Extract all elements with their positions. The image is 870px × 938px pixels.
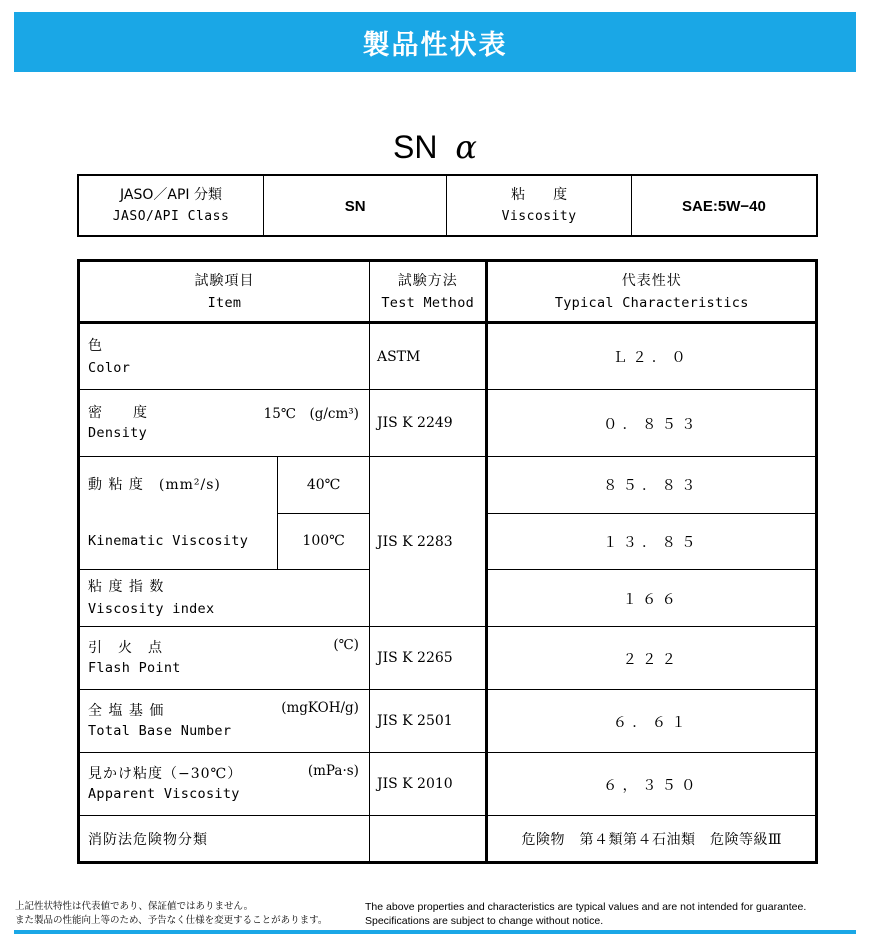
value-cell: ８５．８３	[487, 457, 817, 514]
item-jp: 粘 度 指 数	[88, 579, 165, 595]
product-grade-symbol: α	[455, 128, 478, 166]
header-method-en: Test Method	[381, 294, 475, 311]
viscosity-label-en: Viscosity	[501, 208, 577, 224]
method-cell: JIS K 2249	[369, 390, 487, 457]
value-cell: ６，３５０	[487, 753, 817, 816]
item-line	[88, 700, 369, 720]
viscosity-label-cell	[447, 175, 632, 236]
item-kinematic	[79, 457, 278, 570]
method-cell: JIS K 2265	[369, 627, 487, 690]
item-en: Color	[88, 359, 131, 376]
header-method-jp: 試験方法	[397, 272, 458, 289]
table-row	[79, 690, 817, 753]
table-row	[79, 753, 817, 816]
header-typical	[487, 261, 817, 323]
item-unit: (mPa·s)	[307, 763, 359, 779]
value-cell: ２２２	[487, 627, 817, 690]
item-jp: 見かけ粘度（−30℃）	[88, 766, 243, 782]
title-banner	[14, 12, 856, 72]
footer-disclaimer-jp	[15, 900, 365, 928]
value-cell: 危険物 第４類第４石油類 危険等級Ⅲ	[487, 816, 817, 863]
item-jp: 密 度	[88, 405, 148, 421]
table-row	[79, 390, 817, 457]
item-line	[88, 402, 369, 422]
header-typical-jp: 代表性状	[621, 272, 682, 289]
classification-row	[78, 175, 817, 236]
item-en: Apparent Viscosity	[88, 786, 240, 802]
table-row	[79, 816, 817, 863]
classification-table	[77, 174, 818, 237]
item-en: Kinematic Viscosity	[88, 533, 249, 549]
footer-en-line: The above properties and characteristics are typical values and are not intended for guarantee.	[365, 901, 807, 913]
class-label-en: JASO/API Class	[112, 208, 230, 224]
item-line	[88, 637, 369, 657]
product-name	[0, 128, 870, 166]
item-en: Density	[88, 425, 147, 441]
item-en: Flash Point	[88, 660, 181, 676]
item-color	[79, 323, 370, 390]
temp-100: 100℃	[278, 513, 370, 570]
item-hazard	[79, 816, 370, 863]
item-line	[88, 763, 369, 783]
item-jp: 色	[88, 337, 103, 354]
viscosity-label-jp: 粘 度	[511, 186, 568, 203]
footer-disclaimer-en	[365, 900, 860, 928]
value-cell: ０．８５３	[487, 390, 817, 457]
method-cell	[369, 816, 487, 863]
table-row	[79, 323, 817, 390]
item-tbn	[79, 690, 370, 753]
footer-jp-line: また製品の性能向上等のため、予告なく仕様を変更することがあります。	[15, 915, 328, 926]
item-jp: 動 粘 度 (mm²/s)	[88, 477, 221, 493]
header-method	[369, 261, 487, 323]
properties-table	[77, 259, 818, 864]
item-jp: 引 火 点	[88, 640, 163, 656]
value-cell: １３．８５	[487, 513, 817, 570]
header-item-en: Item	[207, 294, 242, 311]
class-value-cell	[264, 175, 447, 236]
item-en: Viscosity index	[88, 601, 215, 617]
item-vindex	[79, 570, 370, 627]
value-cell: Ｌ２．０	[487, 323, 817, 390]
method-cell: JIS K 2010	[369, 753, 487, 816]
item-apparent	[79, 753, 370, 816]
footer-en-line: Specifications are subject to change without notice.	[365, 915, 604, 927]
header-row	[79, 261, 817, 323]
viscosity-value-cell	[631, 175, 817, 236]
table-row	[79, 457, 817, 514]
class-label-cell	[78, 175, 264, 236]
table-row	[79, 627, 817, 690]
footer-jp-line: 上記性状特性は代表値であり、保証値ではありません。	[15, 901, 254, 912]
item-en: Total Base Number	[88, 723, 232, 739]
method-cell: JIS K 2501	[369, 690, 487, 753]
class-label-jp: JASO／API 分類	[120, 186, 222, 203]
method-cell: JIS K 2283	[369, 457, 487, 627]
bottom-divider	[14, 930, 856, 934]
item-unit: (mgKOH/g)	[281, 700, 359, 716]
header-item	[79, 261, 370, 323]
value-cell: １６６	[487, 570, 817, 627]
header-typical-en: Typical Characteristics	[554, 294, 749, 311]
method-cell: ASTM	[369, 323, 487, 390]
page-title: 製品性状表	[362, 29, 508, 61]
item-unit: 15℃ (g/cm³)	[263, 406, 359, 422]
item-density	[79, 390, 370, 457]
item-flash	[79, 627, 370, 690]
item-jp: 消防法危険物分類	[88, 831, 208, 848]
value-cell: ６．６１	[487, 690, 817, 753]
item-unit: (℃)	[333, 637, 359, 653]
temp-40: 40℃	[278, 457, 370, 514]
viscosity-grade: SAE:5W−40	[682, 198, 766, 215]
product-code: SN	[392, 129, 438, 165]
class-value: SN	[344, 198, 366, 215]
item-jp: 全 塩 基 価	[88, 703, 165, 719]
header-item-jp: 試験項目	[194, 272, 255, 289]
